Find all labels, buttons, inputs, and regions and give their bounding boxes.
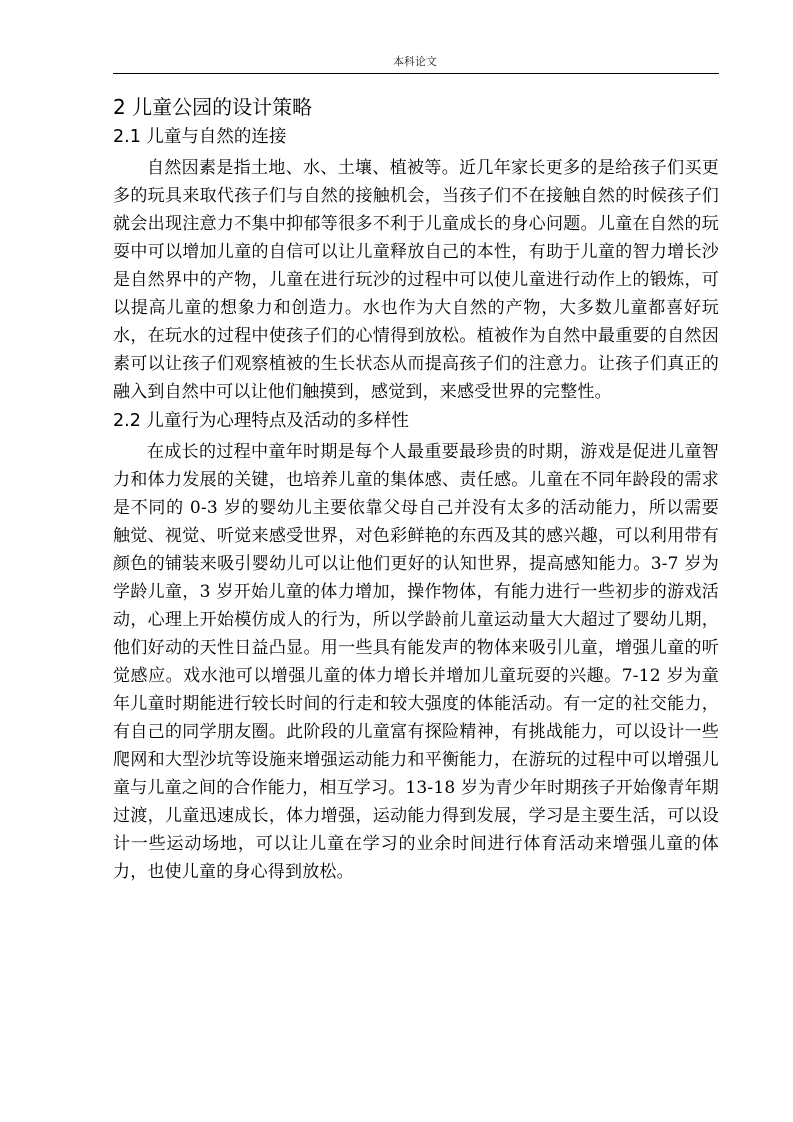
section-paragraph-2-2: 在成长的过程中童年时期是每个人最重要最珍贵的时期，游戏是促进儿童智力和体力发展的关键，也培养儿童的集体感、责任感。儿童在不同年龄段的需求是不同的 0-3 岁的婴幼儿主要依靠父母自己并没有太多的活动能力，所以需要触觉、视觉、听觉来感受世界，对色彩鲜艳的东西及其的感兴趣，可以利用带有颜色的铺装来吸引婴幼儿可以让他们更好的认知世界，提高感知能力。3-7 岁为学龄儿童，3 岁开始儿童的体力增加，操作物体，有能力进行一些初步的游戏活动，心理上开始模仿成人的行为，所以学龄前儿童运动量大大超过了婴幼儿期，他们好动的天性日益凸显。用一些具有能发声的物体来吸引儿童，增强儿童的听觉感应。戏水池可以增强儿童的体力增长并增加儿童玩耍的兴趣。7-12 岁为童年儿童时期能进行较长时间的行走和较大强度的体能活动。有一定的社交能力，有自己的同学朋友圈。此阶段的儿童富有探险精神，有挑战能力，可以设计一些爬网和大型沙坑等设施来增强运动能力和平衡能力，在游玩的过程中可以增强儿童与儿童之间的合作能力，相互学习。13-18 岁为青少年时期孩子开始像青年期过渡，儿童迅速成长，体力增强，运动能力得到发展，学习是主要生活，可以设计一些运动场地，可以让儿童在学习的业余时间进行体育活动来增强儿童的体力，也使儿童的身心得到放松。 <box>113 442 720 882</box>
running-header: 本科论文 <box>393 55 437 68</box>
section-paragraph-2-1: 自然因素是指土地、水、土壤、植被等。近几年家长更多的是给孩子们买更多的玩具来取代孩子们与自然的接触机会，当孩子们不在接触自然的时候孩子们就会出现注意力不集中抑郁等很多不利于儿童成长的身心问题。儿童在自然的玩耍中可以增加儿童的自信可以让儿童释放自己的本性，有助于儿童的智力增长沙是自然界中的产物，儿童在进行玩沙的过程中可以使儿童进行动作上的锻炼，可以提高儿童的想象力和创造力。水也作为大自然的产物，大多数儿童都喜好玩水，在玩水的过程中使孩子们的心情得到放松。植被作为自然中最重要的自然因素可以让孩子们观察植被的生长状态从而提高孩子们的注意力。让孩子们真正的融入到自然中可以让他们触摸到，感觉到，来感受世界的完整性。 <box>113 158 719 402</box>
section-title-2-2: 2.2 儿童行为心理特点及活动的多样性 <box>113 411 409 431</box>
chapter-title: 2 儿童公园的设计策略 <box>113 95 313 119</box>
header-rule <box>113 73 719 74</box>
section-title-2-1: 2.1 儿童与自然的连接 <box>113 127 287 147</box>
page-body <box>113 92 719 886</box>
